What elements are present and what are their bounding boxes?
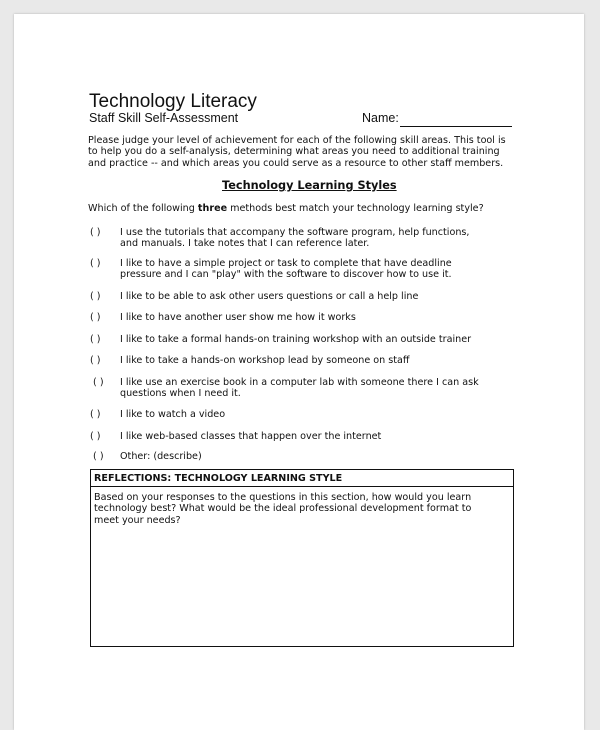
option-text: I like use an exercise book in a computer lab with someone there I can ask questions when I need it. [120,377,479,400]
section-title: Technology Learning Styles [222,179,397,192]
option-text: I like to take a formal hands-on training workshop with an outside trainer [120,334,472,345]
question-text-after: methods best match your technology learning style? [227,203,484,214]
document-subtitle: Staff Skill Self-Assessment [89,111,239,125]
reflection-heading: REFLECTIONS: TECHNOLOGY LEARNING STYLE [91,470,513,487]
reflection-prompt: Based on your responses to the questions in this section, how would you learn technology best? What would be the ideal professional development format to meet your needs? [94,492,472,526]
option-checkbox[interactable]: ( ) [90,431,101,442]
option-text: I like to have a simple project or task to complete that have deadline pressure and I can "play" with the software to discover how to use it. [120,258,452,281]
option-text: I like to take a hands-on workshop lead by someone on staff [120,355,410,366]
question-emphasis: three [197,203,228,214]
option-text: I like to watch a video [120,409,226,420]
option-checkbox[interactable]: ( ) [90,227,101,238]
option-checkbox[interactable]: ( ) [90,377,104,388]
option-checkbox[interactable]: ( ) [90,291,101,302]
document-title: Technology Literacy [89,91,257,112]
option-text: I like to be able to ask other users questions or call a help line [120,291,419,302]
option-checkbox[interactable]: ( ) [90,451,104,462]
question-text-before: Which of the following [88,203,198,214]
document-page [14,14,584,730]
option-checkbox[interactable]: ( ) [90,312,101,323]
option-checkbox[interactable]: ( ) [90,409,101,420]
option-checkbox[interactable]: ( ) [90,258,101,269]
reflection-box[interactable] [90,469,514,647]
option-text: I like web-based classes that happen over the internet [120,431,382,442]
option-text: I like to have another user show me how it works [120,312,356,323]
option-checkbox[interactable]: ( ) [90,334,101,345]
option-text: Other: (describe) [120,451,202,462]
name-field-line[interactable] [400,126,512,127]
section-question [88,203,484,214]
option-checkbox[interactable]: ( ) [90,355,101,366]
option-text: I use the tutorials that accompany the software program, help functions, and manuals. I take notes that I can reference later. [120,227,470,250]
intro-paragraph: Please judge your level of achievement for each of the following skill areas. This tool is to help you do a self-analysis, determining what areas you need to additional training and practice -- and which areas you could serve as a resource to other staff members. [88,135,506,169]
name-label: Name: [362,111,399,125]
